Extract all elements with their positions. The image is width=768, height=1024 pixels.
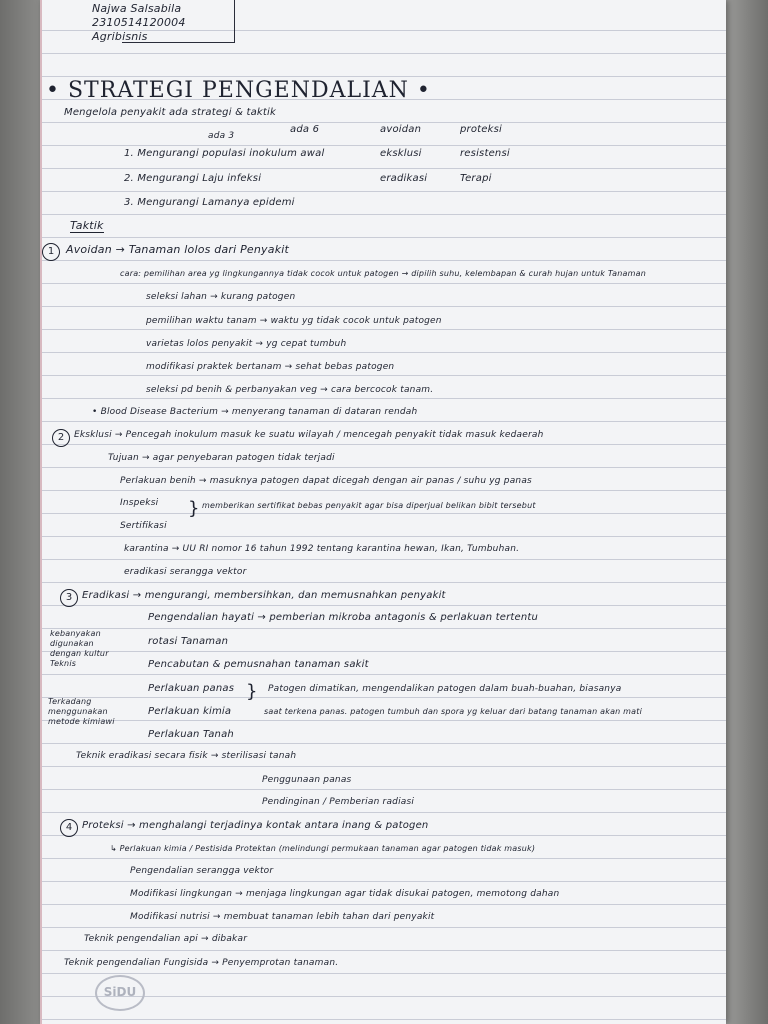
side-note-kultur: kebanyakan digunakan dengan kultur Teknis bbox=[50, 629, 109, 668]
eksklusi-inspeksi: Inspeksi bbox=[120, 498, 159, 508]
eksklusi-tujuan: Tujuan → agar penyebaran patogen tidak terjadi bbox=[108, 453, 335, 463]
avoidan-item: modifikasi praktek bertanam → sehat bebas patogen bbox=[146, 362, 395, 372]
bracket: } bbox=[246, 681, 258, 702]
strategy-3: 3. Mengurangi Lamanya epidemi bbox=[124, 197, 295, 208]
eksklusi-sertifikasi: Sertifikasi bbox=[120, 521, 167, 531]
margin-line bbox=[40, 0, 42, 1024]
eksklusi-perlakuan: Perlakuan benih → masuknya patogen dapat dicegah dengan air panas / suhu yg panas bbox=[120, 476, 532, 486]
number-circle-2: 2 bbox=[52, 429, 70, 447]
eradikasi-item: Perlakuan panas bbox=[148, 683, 235, 694]
eradikasi-item: rotasi Tanaman bbox=[148, 636, 229, 647]
tactic-terapi: Terapi bbox=[460, 173, 492, 184]
proteksi-item: Modifikasi lingkungan → menjaga lingkungan agar tidak disukai patogen, memotong dahan bbox=[130, 889, 560, 899]
avoidan-cara: cara: pemilihan area yg lingkungannya tidak cocok untuk patogen → dipilih suhu, kelembapan & curah hujan untuk Tanaman bbox=[120, 269, 646, 278]
notebook-page bbox=[40, 0, 726, 1024]
eradikasi-item: Perlakuan Tanah bbox=[148, 729, 234, 740]
proteksi-item: ↳ Perlakuan kimia / Pestisida Protektan (melindungi permukaan tanaman agar patogen tidak masuk) bbox=[110, 844, 536, 853]
eradikasi-title: Eradikasi → mengurangi, membersihkan, dan memusnahkan penyakit bbox=[82, 590, 446, 601]
avoidan-item: seleksi pd benih & perbanyakan veg → cara bercocok tanam. bbox=[146, 385, 434, 395]
tactic-avoidan: avoidan bbox=[380, 124, 422, 135]
eradikasi-fisik: Teknik eradikasi secara fisik → sterilisasi tanah bbox=[76, 751, 297, 761]
strategy-2: 2. Mengurangi Laju infeksi bbox=[124, 173, 262, 184]
ada6-label: ada 6 bbox=[290, 124, 320, 135]
eksklusi-karantina: karantina → UU RI nomor 16 tahun 1992 tentang karantina hewan, Ikan, Tumbuhan. bbox=[124, 544, 520, 554]
eradikasi-item: Pencabutan & pemusnahan tanaman sakit bbox=[148, 659, 369, 670]
student-prodi: Agribisnis bbox=[92, 30, 148, 43]
student-nim: 2310514120004 bbox=[92, 16, 186, 29]
tactic-resistensi: resistensi bbox=[460, 148, 510, 159]
strategy-1: 1. Mengurangi populasi inokulum awal bbox=[124, 148, 325, 159]
taktik-heading: Taktik bbox=[70, 219, 104, 232]
side-note-kimiawi: Terkadang menggunakan metode kimiawi bbox=[48, 697, 115, 726]
avoidan-item: pemilihan waktu tanam → waktu yg tidak cocok untuk patogen bbox=[146, 316, 442, 326]
panas-desc: Patogen dimatikan, mengendalikan patogen dalam buah-buahan, biasanya bbox=[268, 684, 622, 694]
eksklusi-title: Eksklusi → Pencegah inokulum masuk ke suatu wilayah / mencegah penyakit tidak masuk kedaerah bbox=[74, 430, 544, 440]
student-name: Najwa Salsabila bbox=[92, 2, 182, 15]
fisik-item: Penggunaan panas bbox=[262, 775, 352, 785]
number-circle-3: 3 bbox=[60, 589, 78, 607]
page-title: • STRATEGI PENGENDALIAN • bbox=[46, 78, 431, 103]
tactic-proteksi: proteksi bbox=[460, 124, 503, 135]
tactic-eradikasi: eradikasi bbox=[380, 173, 428, 184]
bracket: } bbox=[188, 498, 200, 519]
eksklusi-vektor: eradikasi serangga vektor bbox=[124, 567, 247, 577]
eradikasi-item: Perlakuan kimia bbox=[148, 706, 232, 717]
proteksi-title: Proteksi → menghalangi terjadinya kontak antara inang & patogen bbox=[82, 820, 429, 831]
avoidan-title: Avoidan → Tanaman lolos dari Penyakit bbox=[66, 243, 290, 256]
number-circle-1: 1 bbox=[42, 243, 60, 261]
proteksi-fungisida: Teknik pengendalian Fungisida → Penyemprotan tanaman. bbox=[64, 958, 339, 968]
intro-line: Mengelola penyakit ada strategi & taktik bbox=[64, 107, 276, 118]
sertifikasi-desc: memberikan sertifikat bebas penyakit agar bisa diperjual belikan bibit tersebut bbox=[202, 501, 536, 510]
scan-background-right bbox=[726, 0, 768, 1024]
scan-background-left bbox=[0, 0, 40, 1024]
fisik-item: Pendinginan / Pemberian radiasi bbox=[262, 797, 415, 807]
avoidan-item: varietas lolos penyakit → yg cepat tumbuh bbox=[146, 339, 347, 349]
notebook-logo-stamp: SiDU bbox=[95, 975, 145, 1011]
ada3-label: ada 3 bbox=[208, 131, 235, 141]
avoidan-item: seleksi lahan → kurang patogen bbox=[146, 292, 296, 302]
proteksi-item: Modifikasi nutrisi → membuat tanaman lebih tahan dari penyakit bbox=[130, 912, 435, 922]
blood-disease-note: • Blood Disease Bacterium → menyerang tanaman di dataran rendah bbox=[92, 407, 418, 417]
kimia-desc: saat terkena panas. patogen tumbuh dan spora yg keluar dari batang tanaman akan mati bbox=[264, 707, 643, 716]
number-circle-4: 4 bbox=[60, 819, 78, 837]
proteksi-api: Teknik pengendalian api → dibakar bbox=[84, 934, 248, 944]
proteksi-item: Pengendalian serangga vektor bbox=[130, 866, 274, 876]
tactic-eksklusi: eksklusi bbox=[380, 148, 422, 159]
eradikasi-item: Pengendalian hayati → pemberian mikroba antagonis & perlakuan tertentu bbox=[148, 612, 539, 623]
